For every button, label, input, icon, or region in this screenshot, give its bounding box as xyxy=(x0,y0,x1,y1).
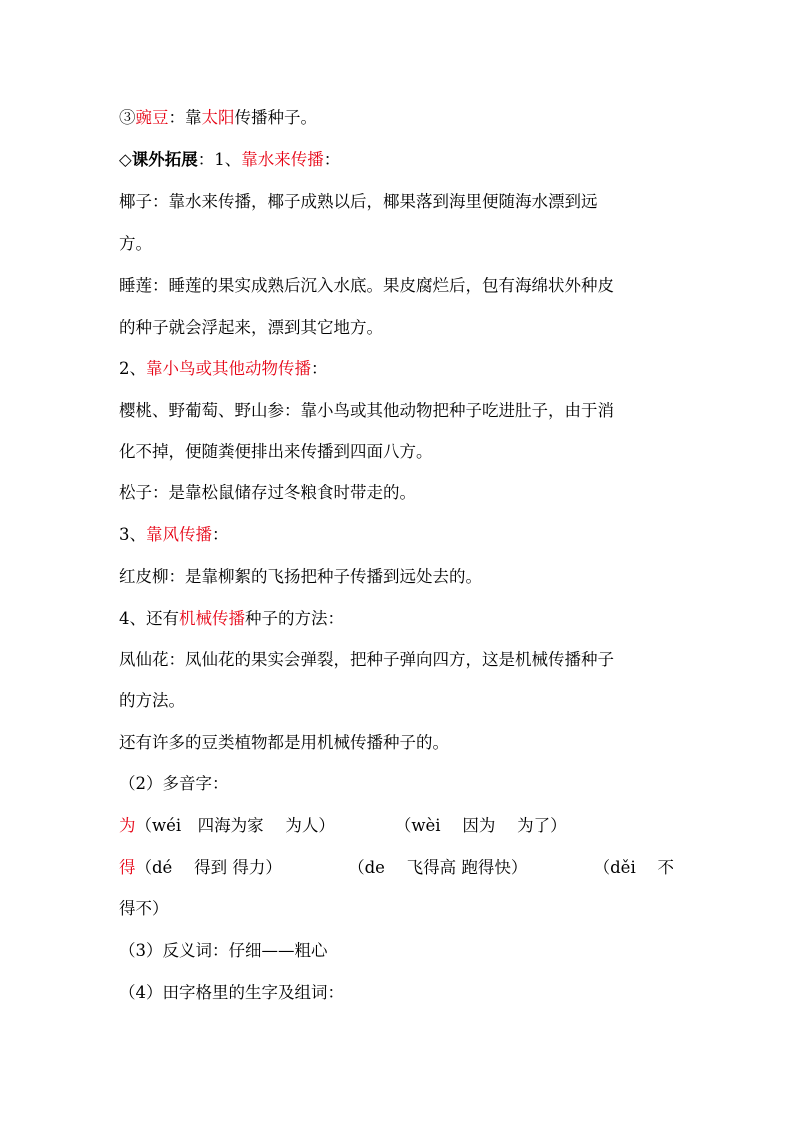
polyphone-heading: （2）多音字： xyxy=(119,774,229,793)
antonym-line: （3）反义词：仔细——粗心 xyxy=(119,941,328,960)
extension-sep: ：1、 xyxy=(197,150,242,169)
section4-heading xyxy=(119,608,344,630)
balsam-line-1: 凤仙花：凤仙花的果实会弹裂，把种子弹向四方，这是机械传播种子 xyxy=(119,650,614,669)
pea-rest: 传播种子。 xyxy=(234,108,317,127)
section3-end: ： xyxy=(212,525,229,544)
dei-reading: （děi 不 xyxy=(593,858,674,877)
section4-pre: 4、还有 xyxy=(119,609,179,628)
polyphone-wei-line xyxy=(119,815,567,837)
item-marker: ③ xyxy=(119,108,136,127)
coconut-line-1: 椰子：靠水来传播，椰子成熟以后，椰果落到海里便随海水漂到远 xyxy=(119,192,598,211)
animal-dispersal-title: 靠小鸟或其他动物传播 xyxy=(146,359,311,378)
section3-num: 3、 xyxy=(119,525,146,544)
de-reading-a: （dé 得到 得力） xyxy=(135,858,282,877)
beans-line: 还有许多的豆类植物都是用机械传播种子的。 xyxy=(119,733,449,752)
cherry-line-2: 化不掉，便随粪便排出来传播到四面八方。 xyxy=(119,442,433,461)
mechanical-dispersal-title: 机械传播 xyxy=(179,609,245,628)
lotus-line-2: 的种子就会浮起来，漂到其它地方。 xyxy=(119,318,383,337)
extension-end: ： xyxy=(323,150,341,169)
wei-reading-a: （wéi 四海为家 为人） xyxy=(135,816,335,835)
pea-name: 豌豆 xyxy=(135,108,169,127)
polyphone-de-cont: 得不） xyxy=(119,899,169,918)
lotus-line-1: 睡莲：睡莲的果实成熟后沉入水底。果皮腐烂后，包有海绵状外种皮 xyxy=(119,276,614,295)
balsam-line-2: 的方法。 xyxy=(119,691,185,710)
polyphone-de-line xyxy=(119,857,674,879)
wind-dispersal-title: 靠风传播 xyxy=(146,525,212,544)
coconut-line-2: 方。 xyxy=(119,234,152,253)
pea-method: 太阳 xyxy=(201,108,235,127)
grid-heading: （4）田字格里的生字及组词： xyxy=(119,983,344,1002)
pea-line xyxy=(119,107,317,129)
section2-heading xyxy=(119,358,328,380)
section3-heading xyxy=(119,524,229,546)
section4-post: 种子的方法： xyxy=(245,609,344,628)
wei-reading-b: （wèi 因为 为了） xyxy=(394,816,567,835)
extension-heading-line xyxy=(119,149,340,171)
pea-colon: ：靠 xyxy=(168,108,202,127)
polyphone-char-wei: 为 xyxy=(119,816,136,835)
willow-line: 红皮柳：是靠柳絮的飞扬把种子传播到远处去的。 xyxy=(119,567,482,586)
water-dispersal-title: 靠水来传播 xyxy=(241,150,324,169)
de-reading-b: （de 飞得高 跑得快） xyxy=(348,858,528,877)
pine-line: 松子：是靠松鼠储存过冬粮食时带走的。 xyxy=(119,483,416,502)
section2-end: ： xyxy=(311,359,328,378)
extension-heading: ◇课外拓展 xyxy=(119,150,198,169)
section2-num: 2、 xyxy=(119,359,146,378)
cherry-line-1: 樱桃、野葡萄、野山参：靠小鸟或其他动物把种子吃进肚子，由于消 xyxy=(119,401,614,420)
polyphone-char-de: 得 xyxy=(119,858,136,877)
